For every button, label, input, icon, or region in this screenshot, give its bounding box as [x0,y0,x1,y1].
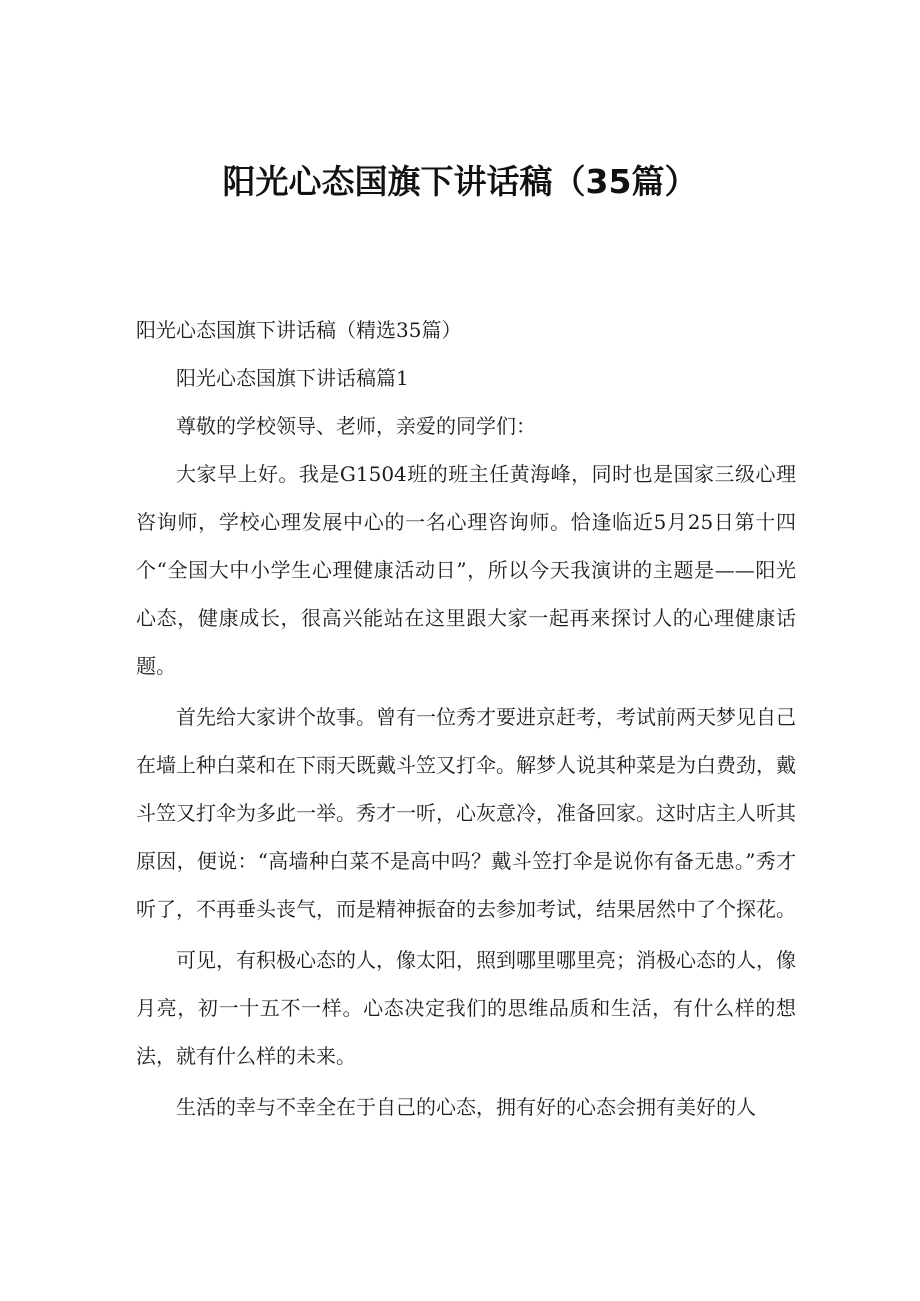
paragraph-subtitle: 阳光心态国旗下讲话稿（精选35篇） [136,318,462,342]
paragraph-section-heading: 阳光心态国旗下讲话稿篇1 [176,366,409,390]
paragraph-story: 首先给大家讲个故事。曾有一位秀才要进京赶考，考试前两天梦见自己在墙上种白菜和在下雨天既戴斗笠又打伞。解梦人说其种菜是为白费劲，戴斗笠又打伞为多此一举。秀才一听，心灰意冷，准备回家。这时店主人听其原因，便说：“高墙种白菜不是高中吗？戴斗笠打伞是说你有备无患。”秀才听了，不再垂头丧气，而是精神振奋的去参加考试，结果居然中了个探花。 [136,705,796,921]
document-title: 阳光心态国旗下讲话稿（35篇） [222,162,698,201]
paragraph-introduction: 大家早上好。我是G1504班的班主任黄海峰，同时也是国家三级心理咨询师，学校心理发展中心的一名心理咨询师。恰逢临近5月25日第十四个“全国大中小学生心理健康活动日”，所以今天我演讲的主题是——阳光心态，健康成长，很高兴能站在这里跟大家一起再来探讨人的心理健康话题。 [136,462,796,678]
paragraph-conclusion: 生活的幸与不幸全在于自己的心态，拥有好的心态会拥有美好的人 [176,1095,756,1119]
paragraph-reflection: 可见，有积极心态的人，像太阳，照到哪里哪里亮；消极心态的人，像月亮，初一十五不一样。心态决定我们的思维品质和生活，有什么样的想法，就有什么样的未来。 [136,948,796,1068]
document-body [136,306,796,1131]
paragraph-salutation: 尊敬的学校领导、老师，亲爱的同学们： [176,414,536,438]
